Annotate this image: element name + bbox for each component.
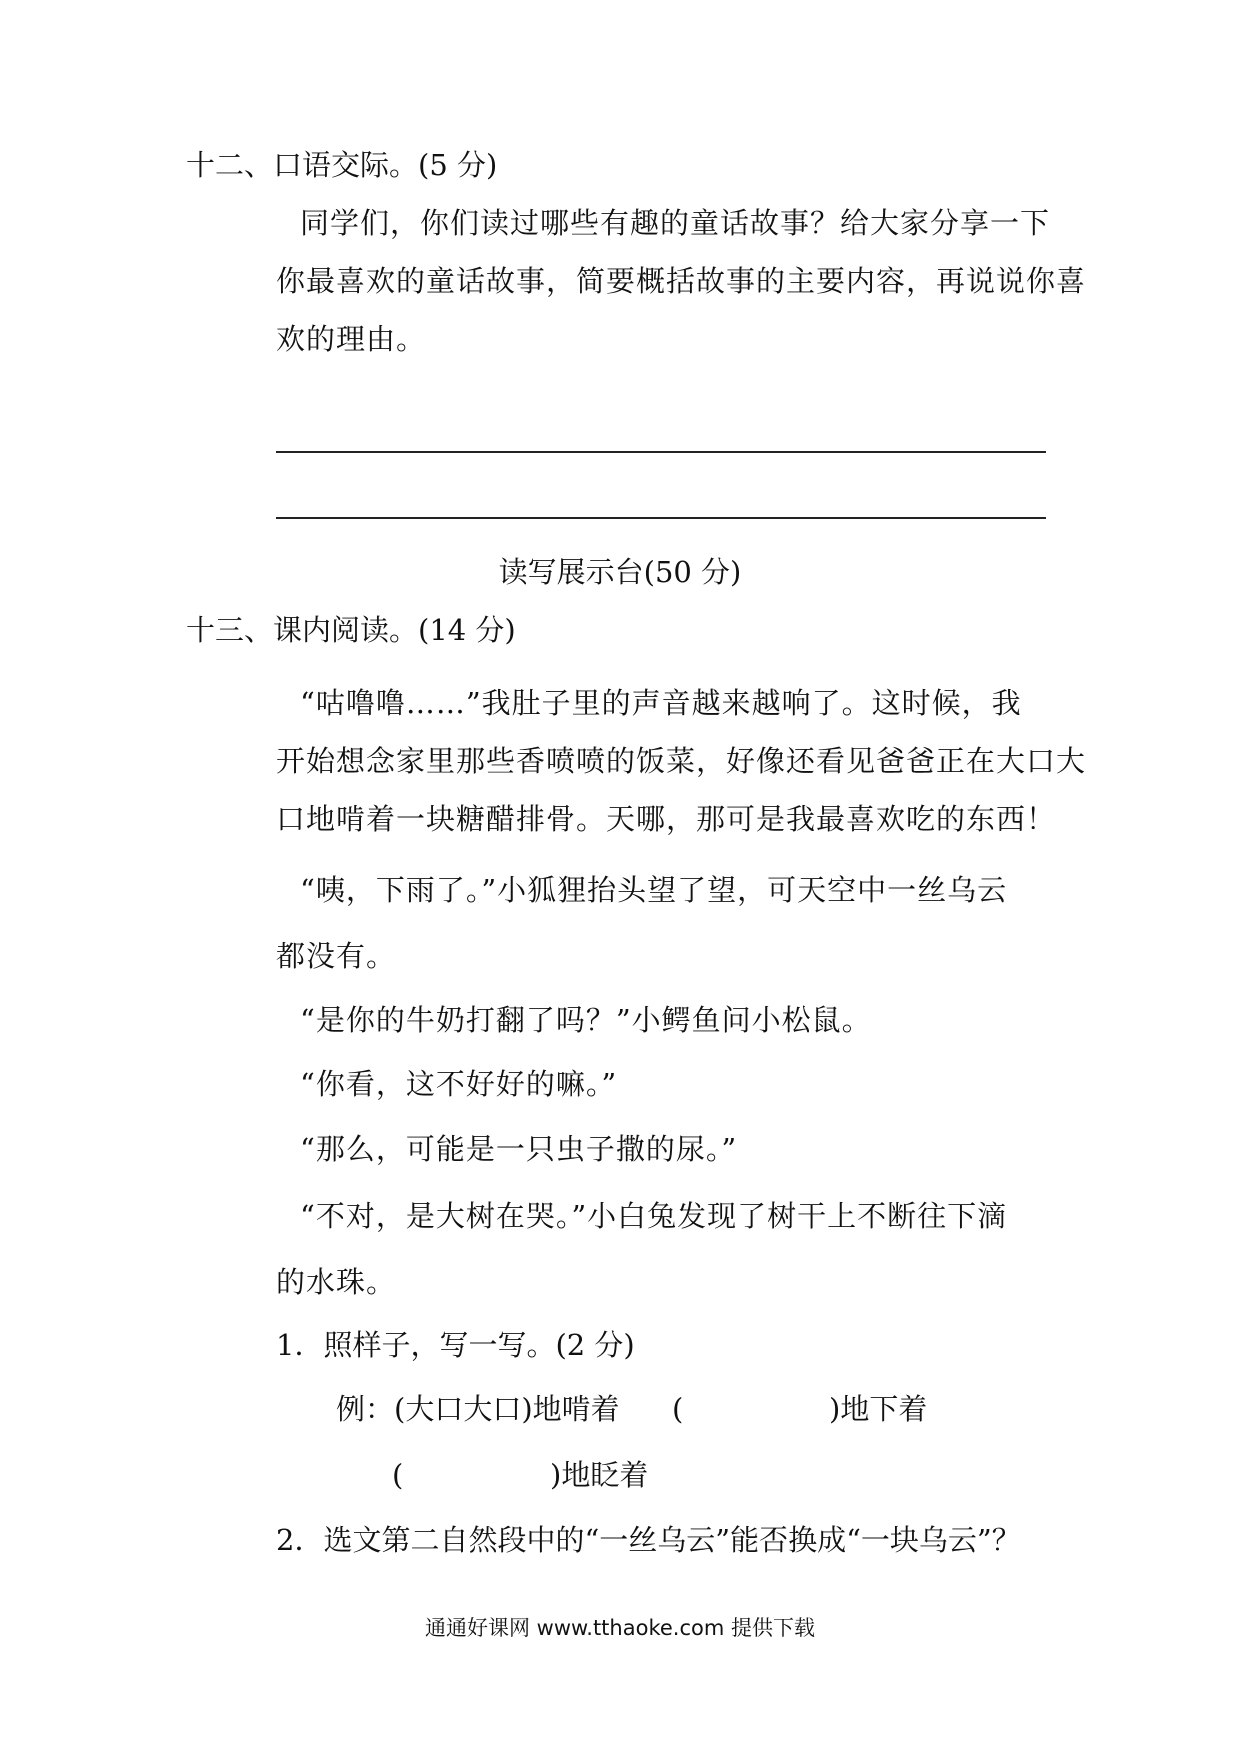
passage-line-8: “那么，可能是一只虫子撒的尿。”	[300, 1132, 738, 1166]
question-1-blank-1[interactable]	[690, 1389, 820, 1429]
question-1-example: 例：(大口大口)地啃着	[336, 1392, 620, 1426]
section-title: 读写展示台(50 分)	[498, 555, 742, 589]
passage-line-4: “咦，下雨了。”小狐狸抬头望了望，可天空中一丝乌云	[300, 873, 1008, 907]
question-1-blank-1-open: (	[672, 1392, 684, 1426]
section-12-line-1: 同学们，你们读过哪些有趣的童话故事？给大家分享一下	[300, 206, 1051, 240]
section-12-heading: 十二、口语交际。(5 分)	[186, 148, 498, 182]
question-1-blank-1-close: )地下着	[829, 1392, 928, 1426]
passage-line-1: “咕噜噜……”我肚子里的声音越来越响了。这时候，我	[300, 686, 1022, 720]
passage-line-9: “不对，是大树在哭。”小白兔发现了树干上不断往下滴	[300, 1199, 1008, 1233]
section-13-heading: 十三、课内阅读。(14 分)	[186, 613, 516, 647]
passage-line-2: 开始想念家里那些香喷喷的饭菜，好像还看见爸爸正在大口大	[276, 744, 1087, 778]
question-1-blank-2-open: (	[392, 1458, 404, 1492]
passage-line-6: “是你的牛奶打翻了吗？”小鳄鱼问小松鼠。	[300, 1003, 872, 1037]
answer-line-2[interactable]	[276, 517, 1046, 519]
passage-line-10: 的水珠。	[276, 1265, 397, 1299]
footer-credit: 通通好课网 www.tthaoke.com 提供下载	[425, 1616, 815, 1640]
passage-line-7: “你看，这不好好的嘛。”	[300, 1067, 618, 1101]
answer-line-1[interactable]	[276, 451, 1046, 453]
section-12-line-2: 你最喜欢的童话故事，简要概括故事的主要内容，再说说你喜	[276, 264, 1087, 298]
question-1-blank-2-close: )地眨着	[550, 1458, 649, 1492]
question-2-prompt: 2．选文第二自然段中的“一丝乌云”能否换成“一块乌云”？	[276, 1523, 1021, 1557]
passage-line-5: 都没有。	[276, 939, 397, 973]
passage-line-3: 口地啃着一块糖醋排骨。天哪，那可是我最喜欢吃的东西！	[276, 802, 1057, 836]
section-12-line-3: 欢的理由。	[276, 322, 427, 356]
question-1-blank-2[interactable]	[410, 1455, 540, 1495]
question-1-prompt: 1．照样子，写一写。(2 分)	[276, 1328, 635, 1362]
